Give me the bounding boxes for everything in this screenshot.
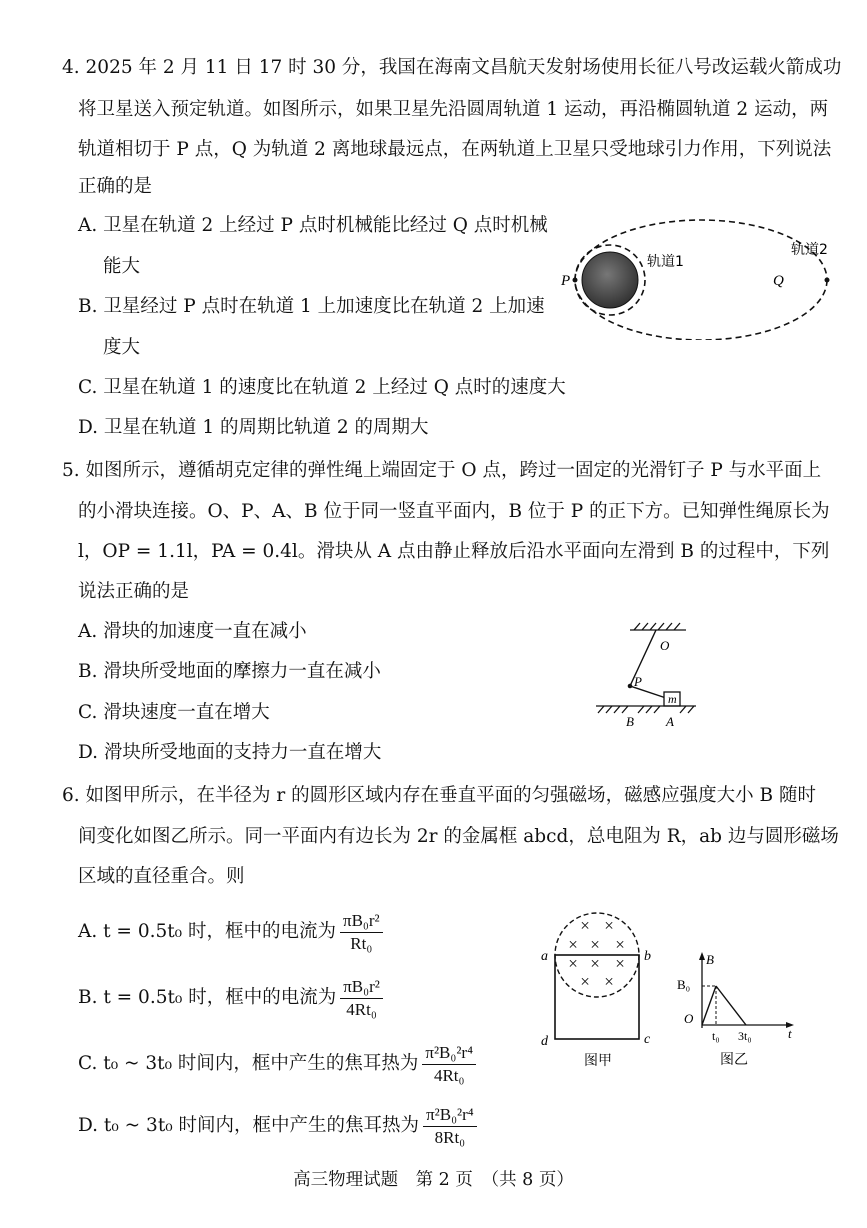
q5-option-a: A. 滑块的加速度一直在减小 — [78, 621, 307, 642]
q6-option-a-numerator: πB₀r² — [340, 911, 383, 933]
q6-figure-jia — [532, 905, 662, 1075]
field-mark: × — [615, 935, 625, 954]
q6-option-c-fraction — [422, 1043, 476, 1086]
y-axis-arrow — [699, 952, 705, 960]
q6-option-d-fraction — [423, 1105, 477, 1148]
q6-option-b-text: B. t = 0.5t₀ 时，框中的电流为 — [78, 987, 337, 1008]
q4-stem-line-1: 4. 2025 年 2 月 11 日 17 时 30 分，我国在海南文昌航天发射场使用长征八号改运载火箭成功 — [62, 57, 842, 78]
corner-c: c — [644, 1032, 651, 1047]
field-marks — [568, 916, 625, 991]
q6-option-c — [78, 1036, 476, 1092]
q6-figure-yi — [672, 950, 802, 1075]
label-q: Q — [773, 273, 784, 289]
point-p-dot — [573, 278, 578, 283]
label-origin: O — [684, 1011, 694, 1026]
q4-stem-line-3: 轨道相切于 P 点，Q 为轨道 2 离地球最远点，在两轨道上卫星只受地球引力作用，下列说法 — [78, 139, 832, 160]
page-footer: 高三物理试题 第 2 页 （共 8 页） — [293, 1170, 574, 1190]
ceiling — [630, 623, 686, 630]
label-axis-t: t — [788, 1026, 792, 1041]
q6-option-a-denominator: Rt₀ — [350, 933, 373, 953]
q4-stem-line-4: 正确的是 — [78, 176, 153, 197]
q5-option-b: B. 滑块所受地面的摩擦力一直在减小 — [78, 661, 381, 682]
field-mark: × — [568, 935, 578, 954]
label-3t0: 3t₀ — [738, 1029, 752, 1043]
field-mark: × — [580, 972, 590, 991]
q5-rope-figure — [590, 620, 710, 738]
caption-yi: 图乙 — [720, 1052, 748, 1068]
corner-b: b — [644, 949, 651, 964]
field-mark: × — [615, 954, 625, 973]
q5-option-c: C. 滑块速度一直在增大 — [78, 702, 270, 723]
q6-option-b-denominator: 4Rt₀ — [346, 999, 377, 1019]
point-q-dot — [825, 278, 830, 283]
q4-option-a-cont: 能大 — [103, 256, 141, 277]
field-mark: × — [580, 916, 590, 935]
q5-stem-line-1: 5. 如图所示，遵循胡克定律的弹性绳上端固定于 O 点，跨过一固定的光滑钉子 P 与水平面上 — [62, 460, 822, 481]
q6-stem-line-1: 6. 如图甲所示，在半径为 r 的圆形区域内存在垂直平面的匀强磁场，磁感应强度大小 B 随时 — [62, 785, 816, 806]
label-a: A — [666, 714, 674, 729]
nail-p — [628, 684, 633, 689]
caption-jia: 图甲 — [584, 1053, 612, 1069]
q5-stem-line-3: l，OP = 1.1l，PA = 0.4l。滑块从 A 点由静止释放后沿水平面向左滑到 B 的过程中，下列 — [78, 541, 830, 562]
label-p: P — [561, 273, 571, 289]
label-axis-b: B — [706, 952, 714, 967]
q4-option-b: B. 卫星经过 P 点时在轨道 1 上加速度比在轨道 2 上加速 — [78, 296, 545, 317]
q4-option-b-cont: 度大 — [103, 337, 141, 358]
b-rise — [702, 986, 716, 1025]
q5-stem-line-2: 的小滑块连接。O、P、A、B 位于同一竖直平面内，B 位于 P 的正下方。已知弹性绳原长为 — [78, 501, 830, 522]
field-mark: × — [568, 954, 578, 973]
field-mark: × — [604, 916, 614, 935]
q6-stem-line-3: 区域的直径重合。则 — [78, 866, 245, 887]
label-orbit-1: 轨道1 — [647, 254, 684, 270]
label-b0: B₀ — [677, 977, 691, 992]
q5-option-d: D. 滑块所受地面的支持力一直在增大 — [78, 742, 382, 763]
q4-stem-line-2: 将卫星送入预定轨道。如图所示，如果卫星先沿圆周轨道 1 运动，再沿椭圆轨道 2 运动，两 — [78, 99, 829, 120]
label-o: O — [660, 638, 670, 653]
q4-option-c: C. 卫星在轨道 1 的速度比在轨道 2 上经过 Q 点时的速度大 — [78, 377, 566, 398]
label-p: P — [634, 674, 642, 689]
b-fall — [716, 986, 746, 1025]
earth-icon — [582, 252, 638, 308]
label-t0: t₀ — [712, 1029, 720, 1043]
q6-option-d-denominator: 8Rt₀ — [434, 1127, 466, 1147]
q6-option-d-text: D. t₀ ~ 3t₀ 时间内，框中产生的焦耳热为 — [78, 1115, 420, 1136]
q4-orbit-figure — [555, 200, 845, 340]
label-m: m — [668, 692, 677, 706]
q6-stem-line-2: 间变化如图乙所示。同一平面内有边长为 2r 的金属框 abcd，总电阻为 R，ab 边与圆形磁场 — [78, 826, 839, 847]
q6-option-c-numerator: π²B₀²r⁴ — [422, 1043, 476, 1065]
q6-option-d-numerator: π²B₀²r⁴ — [423, 1105, 477, 1127]
q6-option-b-fraction — [340, 977, 383, 1020]
q6-option-c-text: C. t₀ ~ 3t₀ 时间内，框中产生的焦耳热为 — [78, 1053, 419, 1074]
q6-option-b-numerator: πB₀r² — [340, 977, 383, 999]
q6-option-b — [78, 970, 383, 1026]
field-mark: × — [590, 935, 600, 954]
q5-stem-line-4: 说法正确的是 — [78, 581, 190, 602]
q6-option-c-denominator: 4Rt₀ — [433, 1065, 465, 1085]
q4-option-a: A. 卫星在轨道 2 上经过 P 点时机械能比经过 Q 点时机械 — [78, 215, 548, 236]
q4-option-d: D. 卫星在轨道 1 的周期比轨道 2 的周期大 — [78, 417, 429, 438]
field-mark: × — [590, 954, 600, 973]
label-orbit-2: 轨道2 — [791, 242, 828, 258]
q6-option-a — [78, 904, 383, 960]
corner-d: d — [541, 1034, 548, 1049]
q6-option-a-fraction — [340, 911, 383, 954]
ground — [596, 706, 696, 713]
corner-a: a — [541, 949, 548, 964]
q6-option-d — [78, 1098, 477, 1154]
label-b: B — [626, 714, 634, 729]
field-mark: × — [604, 972, 614, 991]
q6-option-a-text: A. t = 0.5t₀ 时，框中的电流为 — [78, 921, 336, 942]
